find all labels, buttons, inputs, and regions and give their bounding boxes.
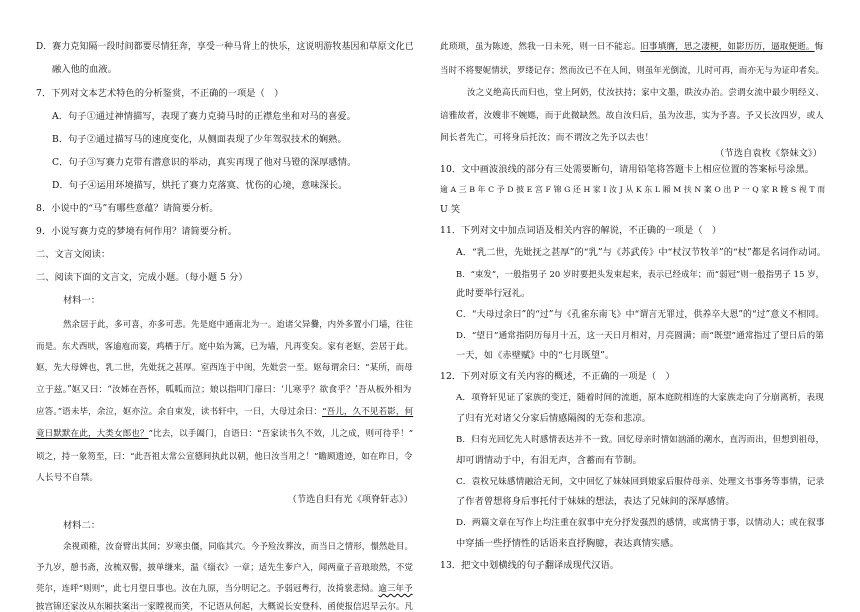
material2-text: 此琐琐，虽为陈迹，然我一日未死，则一日不能忘。 — [440, 42, 641, 52]
material1-line: 立于兹。”妪又曰：“汝姊在吾怀，呱呱而泣；娘以指叩门扉曰：‘儿寒乎？欲食乎？’吾从板外相为 — [36, 385, 412, 395]
material2-line: 汝之义绝高氏而归也，堂上阿奶，仗汝扶持；家中文墨，眣汝办治。尝谓女流中最少明经义、 — [467, 88, 825, 98]
underlined-sentence: 竟日默默在此，大类女郎也？ — [36, 429, 149, 439]
q12-option-b: B．归有光回忆先人时感情表达并不一致。回忆母亲时情如汹涌的潮水，直泻而出，但想到祖母， — [456, 435, 825, 445]
material1-source: （节选自归有光《项脊轩志》） — [287, 494, 413, 505]
material1-line: 人长号不自禁。 — [36, 473, 99, 483]
material2-line: 余视顽稚，汝奋臂出其间；岁寒虫僵，同临其穴。今予殓汝葬汝，而当日之情形，憬然赴目。 — [63, 541, 414, 551]
q12-option-d-cont: 中穿插一些抒情性的话语来直抒胸臆，表达真情实感。 — [456, 538, 679, 549]
material2-line: 间长者先亡，可将身后托汝；而不谓汝之先予以去也！ — [440, 133, 654, 143]
material2-line — [440, 41, 823, 53]
material2-line — [36, 582, 413, 594]
q9-stem: 9．小说写赛力克的梦境有何作用？请简要分析。 — [36, 226, 237, 237]
q7-option-b: B．句子②通过描写马的速度变化，从侧面表现了少年驾驭技术的娴熟。 — [52, 134, 347, 145]
q12-option-a: A．项脊轩见证了家族的变迁，随着时间的流逝，原本庭院相连的大家族走向了分崩离析，表现 — [456, 393, 824, 403]
material2-line — [36, 600, 413, 612]
underlined-sentence: 旧事填膺，思之凄梗，如影历历，逼取便逝。 — [640, 42, 815, 52]
material1-line: 然余居于此，多可喜，亦多可悲。先是庭中通南北为一。迨诸父异爨，内外多置小门墙，往往 — [63, 319, 414, 329]
q11-option-b: B．“束发”，一般指男子 20 岁时要把头发束起来，表示已经成年；而“弱冠”则一般指男子 15 岁， — [456, 269, 825, 279]
q11-option-b-cont: 此时要举行冠礼。 — [456, 288, 531, 299]
material1-text: ”比去，以手阖门，自语曰：“吾家读书久不效，儿之成，则可待乎！” — [148, 429, 414, 439]
q11-option-d-cont: 一天，如《赤壁赋》中的“七月既望”。 — [456, 350, 615, 361]
material1-line: 而是。东犬西吠，客逾庖而宴，鸡栖于厅。庭中始为篱，已为墙，凡再变矣。家有老妪，尝居于此。 — [36, 341, 414, 351]
material1-text: 应答。”语未毕，余泣，妪亦泣。余自束发，读书轩中，一日，大母过余曰： — [36, 407, 323, 417]
material2-line: 谙雅故者，汝嫂非不婉嫕，而于此微缺然。故自汝归后，虽为汝悲，实为予喜。予又长汝四岁，或人 — [440, 111, 824, 121]
q7-option-a: A．句子①通过神情描写，表现了赛力克骑马时的正襟危坐和对马的喜爱。 — [52, 111, 356, 122]
section-instruction: 二、阅读下面的文言文，完成小题。（每小题 5 分） — [36, 272, 248, 283]
q11-stem: 11．下列对文中加点词语及相关内容的解说，不正确的一项是（ ） — [440, 225, 722, 236]
material1-line — [36, 406, 413, 418]
q12-option-c: C．袁枚兄妹感情融洽无间，文中回忆了妹妹回到娘家后服侍母亲、处理文书事务等事情，记录 — [456, 477, 825, 487]
material2-line: 予九岁，憩书斋，汝梳双髻，披单缣来，温《缁衣》一章；适先生奓户入，闻两童子音琅琅然，不觉 — [36, 562, 414, 572]
material2-text: 悔 — [814, 42, 824, 52]
material1-line: 顷之，持一象笏至，曰：“此吾祖太常公宣德间执此以朝，他日汝当用之！”瞻顾遗迹，如在昨日，令 — [36, 451, 413, 461]
material2-line: 当时不将婴妮情状，罗缕记存；然而汝已不在人间，则虽年光倒流，儿时可再，而亦无与为证印者矣。 — [440, 65, 825, 75]
q12-option-c-cont: 了作者曾想将身后事托付于妹妹的想法，表达了兄妹间的深厚感情。 — [456, 496, 735, 507]
material2-text: ，不记语从何起，大概说长安登科、函使报信迟早云尔。凡 — [190, 601, 414, 611]
q12-option-a-cont: 了归有光对诸父分家后情感隔阂的无奈和悲凉。 — [456, 413, 652, 424]
q6-option-d-line2: 融入他的血液。 — [52, 64, 118, 75]
material2-text: 莞尔，连呼“则则”，此七月望日事也。汝在九原，当分明记之。予弱冠粤行，汝掎裳悲恸。 — [36, 583, 379, 593]
underlined-sentence: “吾儿，久不见若影，何 — [322, 407, 414, 417]
wavy-underlined-text: 逾三年予 — [378, 583, 413, 593]
q11-option-a: A．“乳二世，先妣抚之甚厚”的“乳”与《苏武传》中“杖汉节牧羊”的“杖”都是名词作动词。 — [456, 247, 827, 258]
wavy-underlined-text: 披宫锦还家汝从东厢扶案出一家瞠视而笑 — [36, 601, 191, 611]
q13-stem: 13．把文中划横线的句子翻译成现代汉语。 — [440, 560, 620, 571]
material1-line: 妪，先大母婢也，乳二世，先妣抚之甚厚。室西连于中闺，先妣尝一至。妪每谓余曰：“某所，而母 — [36, 363, 413, 373]
q10-stem: 10．文中画波浪线的部分有三处需要断句，请用铅笔将答题卡上相应位置的答案标号涂黑。 — [440, 164, 815, 175]
q12-option-d: D．两篇文章在写作上均注重在叙事中充分抒发强烈的感情，或寓情于事，以情动人；或在叙事 — [456, 518, 825, 528]
q10-options-cont: U 笑 — [440, 204, 461, 215]
q7-option-d: D．句子④运用环境描写，烘托了赛力克落寞、忧伤的心境，意味深长。 — [52, 180, 348, 191]
material2-source: （节选自袁枚《祭妹文》） — [715, 148, 822, 159]
q12-option-b-cont: 却可谓情动于中，有泪无声，含蓄而有节制。 — [456, 455, 642, 466]
material1-title: 材料一： — [63, 295, 101, 306]
section-heading-classical: 二、文言文阅读： — [36, 249, 111, 260]
q11-option-c: C．“大母过余曰”的“过”与《孔雀东南飞》中“谓言无罪过，供养卒大恩”的“过”意义不相同。 — [456, 310, 825, 320]
q10-options: 逾 A 三 B 年 C 予 D 披 E 宫 F 锦 G 还 H 家 I 汝 J 从 K 东 L 厢 M 扶 N 案 O 出 P 一 Q 家 R 瞠 S 视 T 而 — [440, 185, 826, 194]
q11-option-d: D．“望日”通常指阴历每月十五，这一天日月相对，月亮圆满；而“既望”通常指过了望日后的第 — [456, 331, 824, 341]
material1-line — [36, 428, 413, 440]
material2-title: 材料二： — [63, 520, 101, 531]
q12-stem: 12．下列对原文有关内容的概述，不正确的一项是（ ） — [440, 371, 675, 382]
q7-stem: 7．下列对文本艺术特色的分析鉴赏，不正确的一项是（ ） — [36, 88, 284, 99]
q7-option-c: C．句子③写赛力克带有潜意识的举动，真实再现了他对马镫的深厚感情。 — [52, 157, 357, 168]
q8-stem: 8．小说中的“马”有哪些意蕴？请简要分析。 — [36, 203, 219, 214]
q6-option-d-line1: D．赛力克知隔一段时间都要尽情狂奔，享受一种马背上的快乐，这说明游牧基因和草原文化已 — [36, 42, 414, 52]
